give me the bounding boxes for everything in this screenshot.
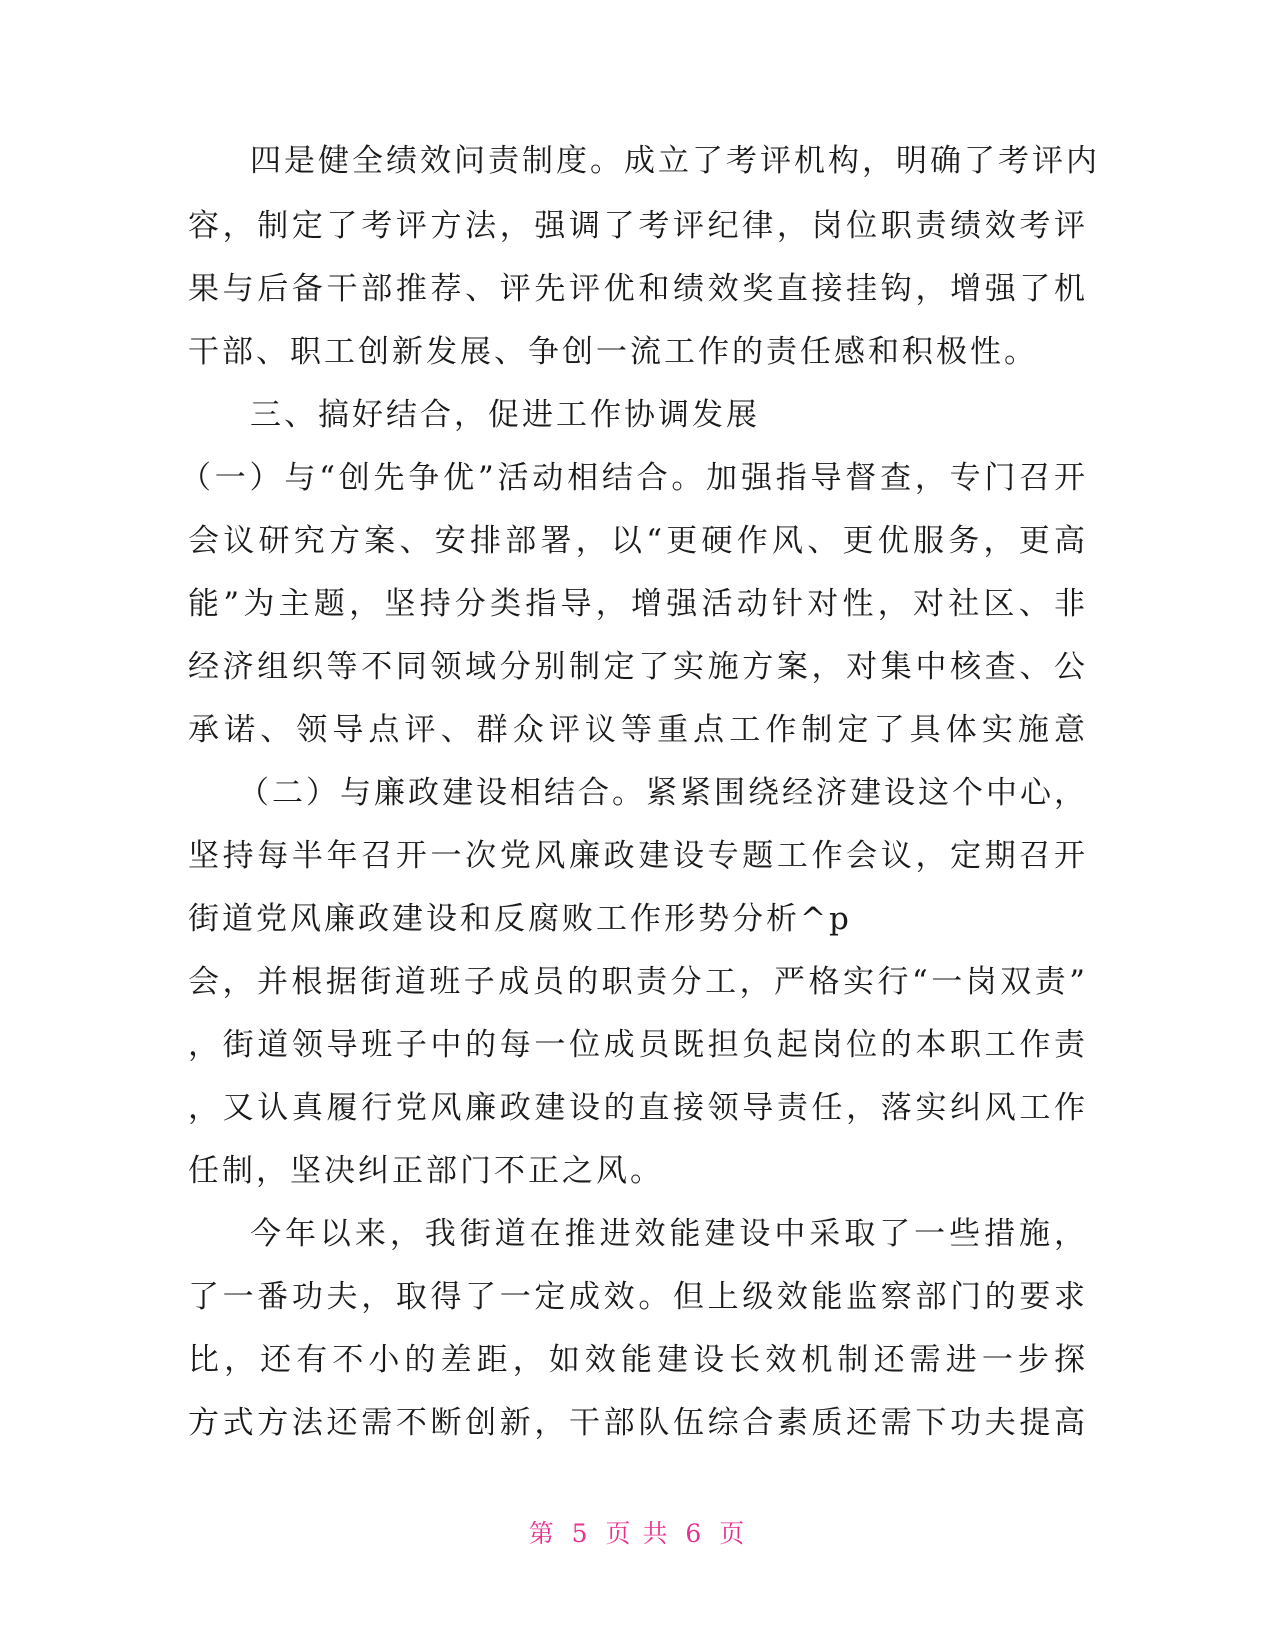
- paragraph-line: 经济组织等不同领域分别制定了实施方案，对集中核查、公: [188, 649, 1088, 685]
- paragraph-line: （二）与廉政建设相结合。紧紧围绕经济建设这个中心，: [238, 775, 1088, 811]
- footer-middle: 页 共: [605, 1519, 670, 1548]
- page-footer: [0, 1517, 1275, 1551]
- paragraph-line: 坚持每半年召开一次党风廉政建设专题工作会议，定期召开: [188, 838, 1088, 874]
- section-heading: 三、搞好结合，促进工作协调发展: [250, 397, 760, 433]
- current-page-number: 5: [571, 1519, 590, 1548]
- paragraph-line: 会议研究方案、安排部署，以“更硬作风、更优服务，更高: [188, 523, 1088, 559]
- footer-suffix: 页: [719, 1519, 747, 1548]
- paragraph-line: 了一番功夫，取得了一定成效。但上级效能监察部门的要求: [188, 1279, 1088, 1315]
- paragraph-line: 容，制定了考评方法，强调了考评纪律，岗位职责绩效考评: [188, 208, 1088, 244]
- paragraph-line: （一）与“创先争优”活动相结合。加强指导督查，专门召开: [180, 460, 1088, 496]
- paragraph-line: 承诺、领导点评、群众评议等重点工作制定了具体实施意: [188, 712, 1088, 748]
- paragraph-line: ，又认真履行党风廉政建设的直接领导责任，落实纠风工作: [188, 1090, 1088, 1126]
- paragraph-line: 今年以来，我街道在推进效能建设中采取了一些措施，: [250, 1216, 1088, 1252]
- paragraph-line: 能”为主题，坚持分类指导，增强活动针对性，对社区、非: [188, 586, 1088, 622]
- paragraph-line: ，街道领导班子中的每一位成员既担负起岗位的本职工作责: [188, 1027, 1088, 1063]
- paragraph-line: 四是健全绩效问责制度。成立了考评机构，明确了考评内: [250, 143, 1100, 179]
- paragraph-line: 任制，坚决纠正部门不正之风。: [188, 1153, 664, 1189]
- paragraph-line: 果与后备干部推荐、评先评优和绩效奖直接挂钩，增强了机: [188, 271, 1088, 307]
- paragraph-line: 比，还有不小的差距，如效能建设长效机制还需进一步探: [188, 1342, 1088, 1378]
- paragraph-line: 街道党风廉政建设和反腐败工作形势分析^p: [188, 901, 852, 937]
- paragraph-line: 方式方法还需不断创新，干部队伍综合素质还需下功夫提高: [188, 1405, 1088, 1441]
- paragraph-line: 会，并根据街道班子成员的职责分工，严格实行“一岗双责”: [188, 964, 1088, 1000]
- paragraph-line: 干部、职工创新发展、争创一流工作的责任感和积极性。: [188, 334, 1038, 370]
- total-pages-number: 6: [685, 1519, 704, 1548]
- footer-prefix: 第: [528, 1519, 556, 1548]
